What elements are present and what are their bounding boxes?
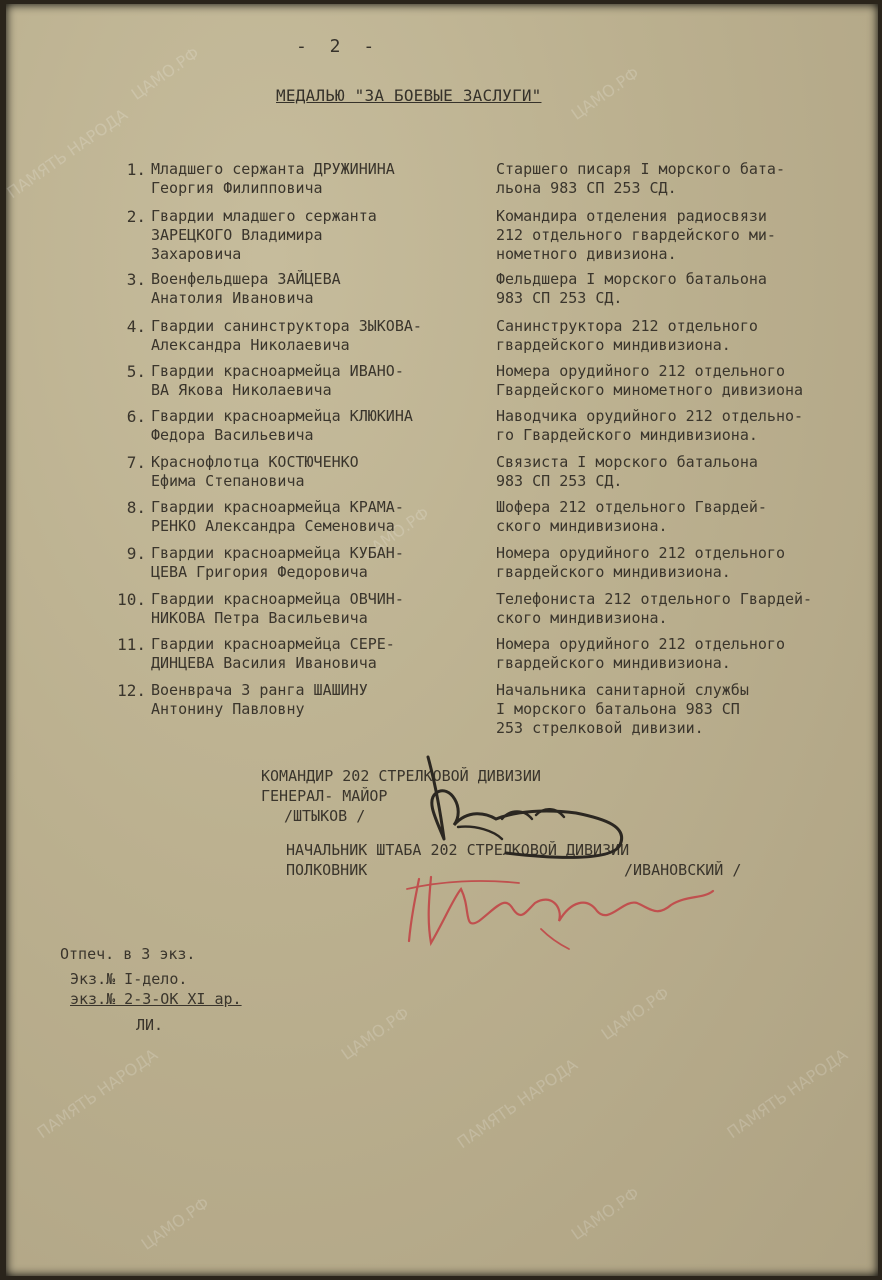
- entry-name: Гвардии красноармейца КРАМА- РЕНКО Александра Семеновича: [151, 498, 404, 535]
- entry-position: Санинструктора 212 отдельного гвардейского миндивизиона.: [496, 317, 758, 354]
- entry-name: Гвардии красноармейца ИВАНО- ВА Якова Николаевича: [151, 362, 404, 399]
- entry-position: Начальника санитарной службы I морского батальона 983 СП 253 стрелковой дивизии.: [496, 681, 749, 737]
- watermark: ЦАМО.РФ: [567, 63, 643, 124]
- entry-number: 5.: [126, 362, 146, 381]
- entry-name: Военфельдшера ЗАЙЦЕВА Анатолия Ивановича: [151, 270, 341, 307]
- entry-number: 4.: [126, 317, 146, 336]
- document-page: [3, 4, 878, 1276]
- entry-number: 6.: [126, 407, 146, 426]
- entry-name: Военврача 3 ранга ШАШИНУ Антонину Павловну: [151, 681, 368, 718]
- watermark: ЦАМО.РФ: [597, 983, 673, 1044]
- entry-position: Номера орудийного 212 отдельного Гвардейского минометного дивизиона: [496, 362, 804, 399]
- entry-number: 2.: [126, 207, 146, 226]
- entry-position: Фельдшера I морского батальона 983 СП 253 СД.: [496, 270, 767, 307]
- document-heading: МЕДАЛЬЮ "ЗА БОЕВЫЕ ЗАСЛУГИ": [276, 86, 542, 105]
- entry-name: Гвардии санинструктора ЗЫКОВА- Александра Николаевича: [151, 317, 422, 354]
- watermark: ПАМЯТЬ НАРОДА: [453, 1054, 581, 1153]
- entry-number: 3.: [126, 270, 146, 289]
- entry-position: Командира отделения радиосвязи 212 отдельного гвардейского ми- нометного дивизиона.: [496, 207, 776, 263]
- watermark: ЦАМО.РФ: [357, 503, 433, 564]
- watermark: ПАМЯТЬ НАРОДА: [723, 1044, 851, 1143]
- page-number: - 2 -: [296, 36, 381, 57]
- typist-note: ЛИ.: [136, 1016, 164, 1034]
- entry-name: Краснофлотца КОСТЮЧЕНКО Ефима Степановича: [151, 453, 359, 490]
- entry-name: Гвардии красноармейца СЕРЕ- ДИНЦЕВА Василия Ивановича: [151, 635, 395, 672]
- chief-of-staff-title: НАЧАЛЬНИК ШТАБА 202 СТРЕЛКОВОЙ ДИВИЗИИ: [286, 841, 630, 859]
- entry-name: Гвардии младшего сержанта ЗАРЕЦКОГО Владимира Захаровича: [151, 207, 377, 263]
- watermark: ПАМЯТЬ НАРОДА: [33, 1044, 161, 1143]
- chief-of-staff-handwritten-signature: [401, 859, 731, 959]
- watermark: ПАМЯТЬ НАРОДА: [3, 104, 131, 203]
- commander-name: /ШТЫКОВ /: [284, 807, 366, 825]
- copy-1-note: Экз.№ I-дело.: [70, 970, 188, 988]
- copies-note: Отпеч. в 3 экз.: [60, 945, 196, 963]
- entry-number: 7.: [126, 453, 146, 472]
- entry-number: 9.: [126, 544, 146, 563]
- commander-title: КОМАНДИР 202 СТРЕЛКОВОЙ ДИВИЗИИ: [261, 767, 541, 785]
- entry-number: 11.: [117, 635, 146, 654]
- entry-number: 1.: [126, 160, 146, 179]
- watermark: ЦАМО.РФ: [127, 43, 203, 104]
- watermark: ЦАМО.РФ: [337, 1003, 413, 1064]
- entry-position: Наводчика орудийного 212 отдельно- го Гвардейского миндивизиона.: [496, 407, 804, 444]
- entry-position: Шофера 212 отдельного Гвардей- ского миндивизиона.: [496, 498, 767, 535]
- chief-of-staff-rank: ПОЛКОВНИК: [286, 861, 368, 879]
- entry-position: Телефониста 212 отдельного Гвардей- ского миндивизиона.: [496, 590, 813, 627]
- entry-name: Гвардии красноармейца КУБАН- ЦЕВА Григория Федоровича: [151, 544, 404, 581]
- entry-number: 12.: [117, 681, 146, 700]
- watermark: ЦАМО.РФ: [137, 1193, 213, 1254]
- entry-name: Гвардии красноармейца ОВЧИН- НИКОВА Петра Васильевича: [151, 590, 404, 627]
- entry-position: Номера орудийного 212 отдельного гвардейского миндивизиона.: [496, 635, 785, 672]
- entry-name: Младшего сержанта ДРУЖИНИНА Георгия Филипповича: [151, 160, 395, 197]
- entry-number: 10.: [117, 590, 146, 609]
- entry-position: Старшего писаря I морского бата- льона 983 СП 253 СД.: [496, 160, 785, 197]
- chief-of-staff-name: /ИВАНОВСКИЙ /: [624, 861, 742, 879]
- copy-2-note: экз.№ 2-3-ОК XI ар.: [70, 990, 242, 1008]
- entry-position: Номера орудийного 212 отдельного гвардейского миндивизиона.: [496, 544, 785, 581]
- entry-position: Связиста I морского батальона 983 СП 253 СД.: [496, 453, 758, 490]
- entry-name: Гвардии красноармейца КЛЮКИНА Федора Васильевича: [151, 407, 413, 444]
- commander-rank: ГЕНЕРАЛ- МАЙОР: [261, 787, 388, 805]
- entry-number: 8.: [126, 498, 146, 517]
- watermark: ЦАМО.РФ: [567, 1183, 643, 1244]
